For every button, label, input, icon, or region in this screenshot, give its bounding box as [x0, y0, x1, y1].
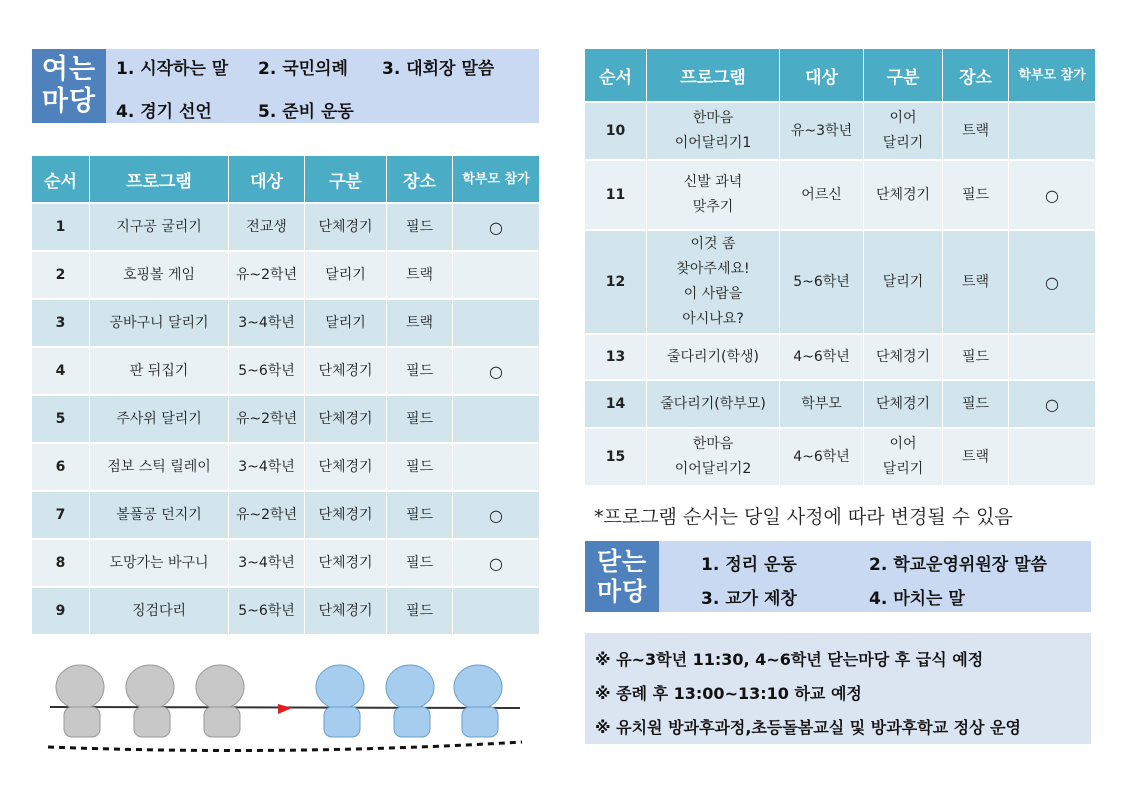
closing-banner: [585, 541, 1091, 612]
cell-program-line: 맞추기: [692, 199, 734, 215]
cell-program: 판 뒤집기: [90, 348, 229, 396]
table-row: [32, 588, 539, 636]
cell-program: [647, 161, 780, 231]
tug-of-war-illustration: [40, 652, 530, 752]
table-row: [32, 348, 539, 396]
cell-category: 단체경기: [305, 444, 387, 492]
cell-program: [647, 429, 780, 487]
cell-category: [864, 103, 943, 161]
closing-title: [585, 541, 659, 612]
info-line: ※ 유~3학년 11:30, 4~6학년 닫는마당 후 급식 예정: [595, 650, 984, 669]
cell-order: 14: [585, 381, 647, 429]
closing-title-line2: 마당: [596, 576, 648, 606]
cell-place: 필드: [387, 540, 453, 588]
cell-parent: [1009, 103, 1095, 161]
cell-program: 지구공 굴리기: [90, 204, 229, 252]
cell-place: 필드: [387, 396, 453, 444]
cell-program: 징검다리: [90, 588, 229, 636]
table-row: [32, 492, 539, 540]
child-figure-blue: [386, 665, 434, 737]
cell-order: 11: [585, 161, 647, 231]
closing-item: 3. 교가 제창: [701, 589, 797, 609]
cell-program-line: 이것 좀: [690, 236, 736, 252]
closing-title-line1: 닫는: [596, 546, 648, 576]
closing-item: 1. 정리 운동: [701, 555, 797, 575]
child-figure-blue: [454, 665, 502, 737]
header-place: 장소: [943, 49, 1009, 103]
cell-category: 단체경기: [305, 348, 387, 396]
cell-category: [864, 381, 943, 429]
cell-category-line: 이어: [889, 436, 917, 452]
cell-target: 학부모: [780, 381, 864, 429]
closing-item: 2. 학교운영위원장 말씀: [869, 555, 1047, 575]
cell-order: 7: [32, 492, 90, 540]
child-figure-blue: [316, 665, 364, 737]
header-order: 순서: [32, 156, 90, 204]
cell-category-line: 단체경기: [875, 186, 931, 203]
cell-order: 9: [32, 588, 90, 636]
table-row: [32, 300, 539, 348]
cell-order: 3: [32, 300, 90, 348]
table-row: [585, 103, 1095, 161]
cell-place: 필드: [387, 204, 453, 252]
cell-category: [864, 161, 943, 231]
cell-parent: ○: [453, 540, 539, 588]
cell-program-line: 한마음: [692, 436, 734, 452]
cell-target: 어르신: [780, 161, 864, 231]
cell-target: 3~4학년: [229, 540, 305, 588]
cell-program-line: 신발 과녁: [683, 174, 743, 190]
cell-program: 볼풀공 던지기: [90, 492, 229, 540]
closing-items: [659, 541, 1091, 612]
cell-program-line: 이어달리기1: [674, 135, 752, 151]
cell-parent: [453, 396, 539, 444]
cell-program: [647, 335, 780, 381]
cell-category: [864, 231, 943, 335]
cell-parent: ○: [453, 492, 539, 540]
table-row: [585, 429, 1095, 487]
cell-target: 4~6학년: [780, 429, 864, 487]
cell-target: 3~4학년: [229, 300, 305, 348]
header-parent: 학부모 참가: [1009, 49, 1095, 103]
cell-order: 2: [32, 252, 90, 300]
cell-target: 5~6학년: [229, 348, 305, 396]
child-figure-gray: [126, 665, 174, 737]
cell-program-line: 한마음: [692, 110, 734, 126]
cell-category: 단체경기: [305, 396, 387, 444]
cell-place: 필드: [943, 381, 1009, 429]
cell-program: [647, 381, 780, 429]
table-row: [585, 335, 1095, 381]
child-figure-gray: [196, 665, 244, 737]
cell-category-line: 달리기: [882, 461, 924, 477]
opening-items: [106, 49, 539, 123]
cell-category-line: 이어: [889, 110, 917, 126]
table-row: [32, 444, 539, 492]
cell-program-line: 아시나요?: [682, 311, 744, 327]
table-row: [32, 540, 539, 588]
program-table-left: [32, 156, 539, 636]
cell-parent: [453, 300, 539, 348]
header-program: 프로그램: [647, 49, 780, 103]
cell-target: 유~2학년: [229, 252, 305, 300]
cell-parent: [1009, 429, 1095, 487]
header-category: 구분: [305, 156, 387, 204]
table-row: [585, 161, 1095, 231]
cell-category: [864, 429, 943, 487]
cell-program: 공바구니 달리기: [90, 300, 229, 348]
header-program: 프로그램: [90, 156, 229, 204]
cell-parent: [453, 444, 539, 492]
cell-order: 13: [585, 335, 647, 381]
cell-parent: [453, 588, 539, 636]
cell-target: 4~6학년: [780, 335, 864, 381]
info-line: ※ 유치원 방과후과정,초등돌봄교실 및 방과후학교 정상 운영: [595, 718, 1021, 737]
cell-order: 15: [585, 429, 647, 487]
cell-program-line: 줄다리기(학부모): [660, 395, 766, 412]
cell-place: 필드: [943, 161, 1009, 231]
cell-category-line: 달리기: [882, 273, 924, 290]
cell-order: 8: [32, 540, 90, 588]
header-target: 대상: [229, 156, 305, 204]
table-header-row: [585, 49, 1095, 103]
schedule-note: *프로그램 순서는 당일 사정에 따라 변경될 수 있음: [594, 506, 1013, 528]
opening-item: 4. 경기 선언: [116, 102, 212, 122]
cell-category: 단체경기: [305, 588, 387, 636]
opening-title-line2: 마당: [41, 86, 97, 117]
table-row: [585, 231, 1095, 335]
cell-category: 달리기: [305, 252, 387, 300]
header-target: 대상: [780, 49, 864, 103]
table-header-row: [32, 156, 539, 204]
cell-order: 5: [32, 396, 90, 444]
cell-place: 필드: [387, 348, 453, 396]
cell-parent: ○: [1009, 161, 1095, 231]
table-row: [32, 396, 539, 444]
header-place: 장소: [387, 156, 453, 204]
cell-program: 점보 스틱 릴레이: [90, 444, 229, 492]
cell-parent: ○: [453, 204, 539, 252]
cell-place: 필드: [387, 492, 453, 540]
opening-item: 1. 시작하는 말: [116, 59, 229, 79]
opening-item: 2. 국민의례: [258, 59, 348, 79]
opening-item: 5. 준비 운동: [258, 102, 354, 122]
cell-target: 5~6학년: [229, 588, 305, 636]
header-category: 구분: [864, 49, 943, 103]
cell-category: 단체경기: [305, 492, 387, 540]
opening-item: 3. 대회장 말씀: [382, 59, 495, 79]
cell-target: 유~2학년: [229, 492, 305, 540]
cell-place: 트랙: [387, 252, 453, 300]
cell-order: 4: [32, 348, 90, 396]
cell-order: 1: [32, 204, 90, 252]
info-line: ※ 종례 후 13:00~13:10 하교 예정: [595, 684, 862, 703]
cell-order: 10: [585, 103, 647, 161]
cell-place: 필드: [943, 335, 1009, 381]
cell-parent: [1009, 335, 1095, 381]
child-figure-gray: [56, 665, 104, 737]
opening-title-line1: 여는: [41, 54, 97, 85]
cell-place: 트랙: [387, 300, 453, 348]
cell-category-line: 단체경기: [875, 348, 931, 365]
cell-category: [864, 335, 943, 381]
cell-program-line: 줄다리기(학생): [666, 348, 760, 365]
program-table-right: [585, 49, 1095, 487]
header-order: 순서: [585, 49, 647, 103]
cell-program: 주사위 달리기: [90, 396, 229, 444]
table-row: [32, 252, 539, 300]
cell-program-line: 이 사람을: [683, 286, 743, 302]
cell-target: 전교생: [229, 204, 305, 252]
cell-category: 달리기: [305, 300, 387, 348]
cell-target: 5~6학년: [780, 231, 864, 335]
cell-program-line: 찾아주세요!: [676, 261, 750, 277]
table-row: [32, 204, 539, 252]
cell-program: [647, 103, 780, 161]
cell-target: 유~2학년: [229, 396, 305, 444]
opening-title: [32, 49, 106, 123]
cell-program: [647, 231, 780, 335]
cell-place: 필드: [387, 588, 453, 636]
cell-category: 단체경기: [305, 540, 387, 588]
cell-order: 12: [585, 231, 647, 335]
cell-category: 단체경기: [305, 204, 387, 252]
opening-banner: [32, 49, 539, 123]
cell-place: 트랙: [943, 231, 1009, 335]
cell-parent: [453, 252, 539, 300]
cell-parent: ○: [1009, 381, 1095, 429]
cell-target: 유~3학년: [780, 103, 864, 161]
cell-parent: ○: [1009, 231, 1095, 335]
cell-program: 도망가는 바구니: [90, 540, 229, 588]
cell-category-line: 달리기: [882, 135, 924, 151]
closing-item: 4. 마치는 말: [869, 589, 965, 609]
cell-category-line: 단체경기: [875, 395, 931, 412]
table-row: [585, 381, 1095, 429]
cell-program: 호핑볼 게임: [90, 252, 229, 300]
cell-place: 트랙: [943, 429, 1009, 487]
cell-place: 필드: [387, 444, 453, 492]
cell-program-line: 이어달리기2: [674, 461, 752, 477]
cell-place: 트랙: [943, 103, 1009, 161]
cell-order: 6: [32, 444, 90, 492]
cell-target: 3~4학년: [229, 444, 305, 492]
info-box: [585, 633, 1091, 744]
cell-parent: ○: [453, 348, 539, 396]
header-parent: 학부모 참가: [453, 156, 539, 204]
